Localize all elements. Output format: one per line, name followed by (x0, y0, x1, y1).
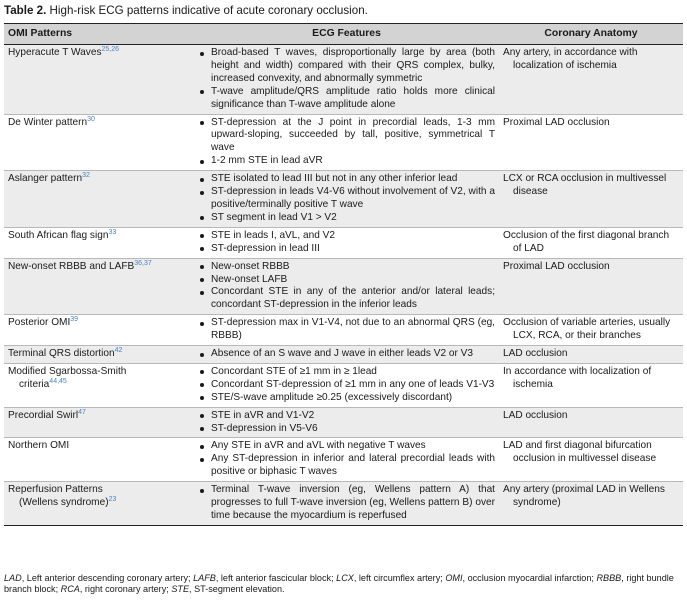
ecg-features-list (198, 348, 495, 361)
caption-text: High-risk ECG patterns indicative of acute coronary occlusion. (49, 4, 368, 17)
ecg-features-list (198, 173, 495, 225)
coronary-anatomy-cell (499, 227, 683, 258)
ecg-features-cell (194, 346, 499, 364)
footnote-definition: Left anterior descending coronary artery (26, 573, 189, 583)
ecg-features-list (198, 410, 495, 436)
table-row (4, 258, 683, 315)
coronary-anatomy-cell (499, 438, 683, 482)
footnote-definition: right bundle branch block (4, 573, 674, 595)
ecg-feature-item: Any ST-depression in inferior and lateral precordial leads with positive or biphasic T waves (198, 453, 495, 479)
table-row (4, 114, 683, 171)
table-row (4, 438, 683, 482)
coronary-anatomy-text: Occlusion of the first diagonal branch (503, 229, 670, 241)
coronary-anatomy-text: Proximal LAD occlusion (503, 260, 610, 272)
omi-pattern-cell (4, 227, 194, 258)
ecg-features-cell (194, 363, 499, 407)
ecg-feature-item: Broad-based T waves, disproportionally large by area (both height and width) compared with their QRS complex, bulky, increased convexity, and abnormally symmetric (198, 47, 495, 86)
omi-pattern-cell (4, 407, 194, 438)
ecg-feature-item: STE/S-wave amplitude ≥0.25 (excessively discordant) (198, 392, 495, 405)
coronary-anatomy-cell (499, 482, 683, 526)
omi-pattern-name: De Winter pattern$^{30}$ (8, 115, 95, 128)
omi-pattern-cell (4, 346, 194, 364)
coronary-anatomy-text: LAD occlusion (503, 409, 568, 421)
ecg-feature-item: Concordant ST-depression of ≥1 mm in any one of leads V1-V3 (198, 379, 495, 392)
coronary-anatomy-cell (499, 407, 683, 438)
reference-superscript[interactable]: 47 (78, 408, 86, 416)
omi-pattern-name: (Wellens syndrome)$^{23}$ (19, 496, 117, 509)
ecg-features-cell (194, 258, 499, 315)
coronary-anatomy-cell (499, 258, 683, 315)
footnote-definition: left anterior fascicular block (220, 573, 332, 583)
coronary-anatomy-text: Occlusion of variable arteries, usually (503, 317, 671, 329)
ecg-features-cell (194, 114, 499, 171)
ecg-features-cell (194, 438, 499, 482)
table-row (4, 45, 683, 115)
header-coronary-anatomy: Coronary Anatomy (499, 24, 683, 45)
footnote-definition: left circumflex artery (358, 573, 441, 583)
footnote-abbreviation: LCX (336, 573, 354, 583)
omi-pattern-name: Precordial Swirl$^{47}$ (8, 408, 86, 421)
reference-superscript[interactable]: 32 (82, 172, 90, 180)
reference-superscript[interactable]: 44,45 (49, 377, 67, 385)
coronary-anatomy-cell (499, 45, 683, 115)
footnote-abbreviation: RBBB (596, 573, 622, 583)
ecg-feature-item: T-wave amplitude/QRS amplitude ratio holds more clinical significance than T-wave amplitude alone (198, 86, 495, 112)
coronary-anatomy-cell (499, 315, 683, 346)
footnote-abbreviation: LAD (4, 573, 22, 583)
ecg-feature-item: 1-2 mm STE in lead aVR (198, 155, 495, 168)
omi-pattern-cell (4, 482, 194, 526)
table-row (4, 315, 683, 346)
omi-pattern-cell (4, 315, 194, 346)
ecg-feature-item: ST-depression in V5-V6 (198, 423, 495, 436)
omi-pattern-cell (4, 438, 194, 482)
coronary-anatomy-text: disease (513, 186, 548, 198)
coronary-anatomy-text: LAD and first diagonal bifurcation (503, 440, 652, 452)
coronary-anatomy-text: occlusion in multivessel disease (513, 453, 657, 465)
footnote-definition: right coronary artery (84, 584, 167, 595)
omi-pattern-name: New-onset RBBB and LAFB$^{36,37}$ (8, 259, 152, 272)
ecg-feature-item: New-onset LAFB (198, 274, 495, 287)
coronary-anatomy-cell (499, 114, 683, 171)
reference-superscript[interactable]: 30 (87, 115, 95, 123)
ecg-feature-item: Absence of an S wave and J wave in either leads V2 or V3 (198, 348, 495, 361)
reference-superscript[interactable]: 23 (108, 496, 117, 504)
omi-pattern-name: Modified Sgarbossa-Smith (8, 365, 127, 377)
ecg-features-cell (194, 407, 499, 438)
coronary-anatomy-text: Any artery (proximal LAD in Wellens (503, 484, 665, 496)
footnote-abbreviation: STE (171, 584, 190, 595)
coronary-anatomy-text: In accordance with localization of (503, 365, 652, 377)
coronary-anatomy-text: syndrome) (513, 497, 561, 509)
header-ecg-features: ECG Features (194, 24, 499, 45)
table-body (4, 45, 683, 526)
reference-superscript[interactable]: 36,37 (134, 259, 152, 267)
coronary-anatomy-text: localization of ischemia (513, 59, 617, 71)
table-row (4, 346, 683, 364)
omi-pattern-name: Aslanger pattern$^{32}$ (8, 172, 90, 185)
coronary-anatomy-text: Proximal LAD occlusion (503, 116, 610, 128)
ecg-features-list (198, 317, 495, 343)
footnote-abbreviation: LAFB (193, 573, 216, 583)
omi-pattern-cell (4, 171, 194, 228)
ecg-features-list (198, 366, 495, 405)
omi-pattern-cell (4, 258, 194, 315)
coronary-anatomy-text: Any artery, in accordance with (503, 47, 638, 58)
ecg-feature-item: STE isolated to lead III but not in any other inferior lead (198, 173, 495, 186)
ecg-features-list (198, 230, 495, 256)
coronary-anatomy-text: of LAD (513, 242, 544, 254)
caption-label: Table 2. (4, 4, 47, 17)
ecg-features-cell (194, 227, 499, 258)
table-row (4, 407, 683, 438)
reference-superscript[interactable]: 39 (70, 316, 79, 324)
omi-pattern-cell (4, 45, 194, 115)
ecg-feature-item: ST segment in lead V1 > V2 (198, 212, 495, 225)
omi-pattern-name: Northern OMI (8, 440, 70, 452)
omi-pattern-name: South African flag sign$^{33}$ (8, 228, 117, 241)
footnote-abbreviation: OMI (445, 573, 463, 583)
table-row (4, 482, 683, 526)
omi-pattern-name: Terminal QRS distortion$^{42}$ (8, 347, 123, 360)
ecg-feature-item: STE in leads I, aVL, and V2 (198, 230, 495, 243)
ecg-feature-item: ST-depression max in V1-V4, not due to an abnormal QRS (eg, RBBB) (198, 317, 495, 343)
table-header-row (4, 24, 683, 45)
omi-pattern-name: Hyperacute T Waves$^{25,26}$ (8, 46, 120, 58)
coronary-anatomy-cell (499, 363, 683, 407)
ecg-feature-item: ST-depression in lead III (198, 243, 495, 256)
omi-pattern-name: Reperfusion Patterns (8, 484, 103, 496)
ecg-patterns-table (4, 23, 683, 526)
ecg-features-cell (194, 315, 499, 346)
table-row (4, 363, 683, 407)
ecg-feature-item: Concordant STE of ≥1 mm in ≥ 1lead (198, 366, 495, 379)
ecg-features-list (198, 117, 495, 169)
ecg-feature-item: Concordant STE in any of the anterior and/or lateral leads; concordant ST-depression in the inferior leads (198, 286, 495, 312)
header-omi-patterns: OMI Patterns (4, 24, 194, 45)
table-row (4, 171, 683, 228)
omi-pattern-cell (4, 114, 194, 171)
table-footnote: LAD, Left anterior descending coronary artery; LAFB, left anterior fascicular block; LCX, left circumflex artery; OMI, occlusion myocardial infarction; RBBB, right bundle branch block; RCA, right coronary artery; STE, ST-segment elevation. (4, 573, 674, 595)
ecg-feature-item: STE in aVR and V1-V2 (198, 410, 495, 423)
coronary-anatomy-cell (499, 171, 683, 228)
table-row (4, 227, 683, 258)
ecg-feature-item: ST-depression at the J point in precordial leads, 1-3 mm upward-sloping, succeeded by tall, positive, symmetrical T wave (198, 117, 495, 156)
coronary-anatomy-text: LCX, RCA, or their branches (513, 330, 641, 342)
table-caption (4, 4, 683, 18)
ecg-feature-item: Terminal T-wave inversion (eg, Wellens pattern A) that progresses to full T-wave inversion (eg, Wellens pattern B) over time because the myocardium is reperfused (198, 484, 495, 523)
coronary-anatomy-text: ischemia (513, 378, 553, 390)
ecg-features-list (198, 261, 495, 313)
ecg-features-list (198, 484, 495, 523)
ecg-features-cell (194, 45, 499, 115)
coronary-anatomy-text: LCX or RCA occlusion in multivessel (503, 173, 667, 185)
reference-superscript[interactable]: 42 (114, 347, 123, 355)
ecg-feature-item: Any STE in aVR and aVL with negative T waves (198, 440, 495, 453)
reference-superscript[interactable]: 25,26 (101, 46, 120, 53)
omi-pattern-name: criteria$^{44,45}$ (19, 377, 67, 390)
ecg-feature-item: New-onset RBBB (198, 261, 495, 274)
ecg-features-list (198, 440, 495, 479)
coronary-anatomy-cell (499, 346, 683, 364)
coronary-anatomy-text: LAD occlusion (503, 348, 568, 360)
omi-pattern-cell (4, 363, 194, 407)
footnote-definition: occlusion myocardial infarction (467, 573, 592, 583)
omi-pattern-name: Posterior OMI$^{39}$ (8, 316, 79, 329)
ecg-feature-item: ST-depression in leads V4-V6 without involvement of V2, with a positive/terminally positive T wave (198, 186, 495, 212)
ecg-features-cell (194, 171, 499, 228)
ecg-features-list (198, 47, 495, 112)
footnote-abbreviation: RCA (60, 584, 80, 595)
footnote-definition: ST-segment elevation (194, 584, 283, 595)
reference-superscript[interactable]: 33 (108, 228, 117, 236)
ecg-features-cell (194, 482, 499, 526)
